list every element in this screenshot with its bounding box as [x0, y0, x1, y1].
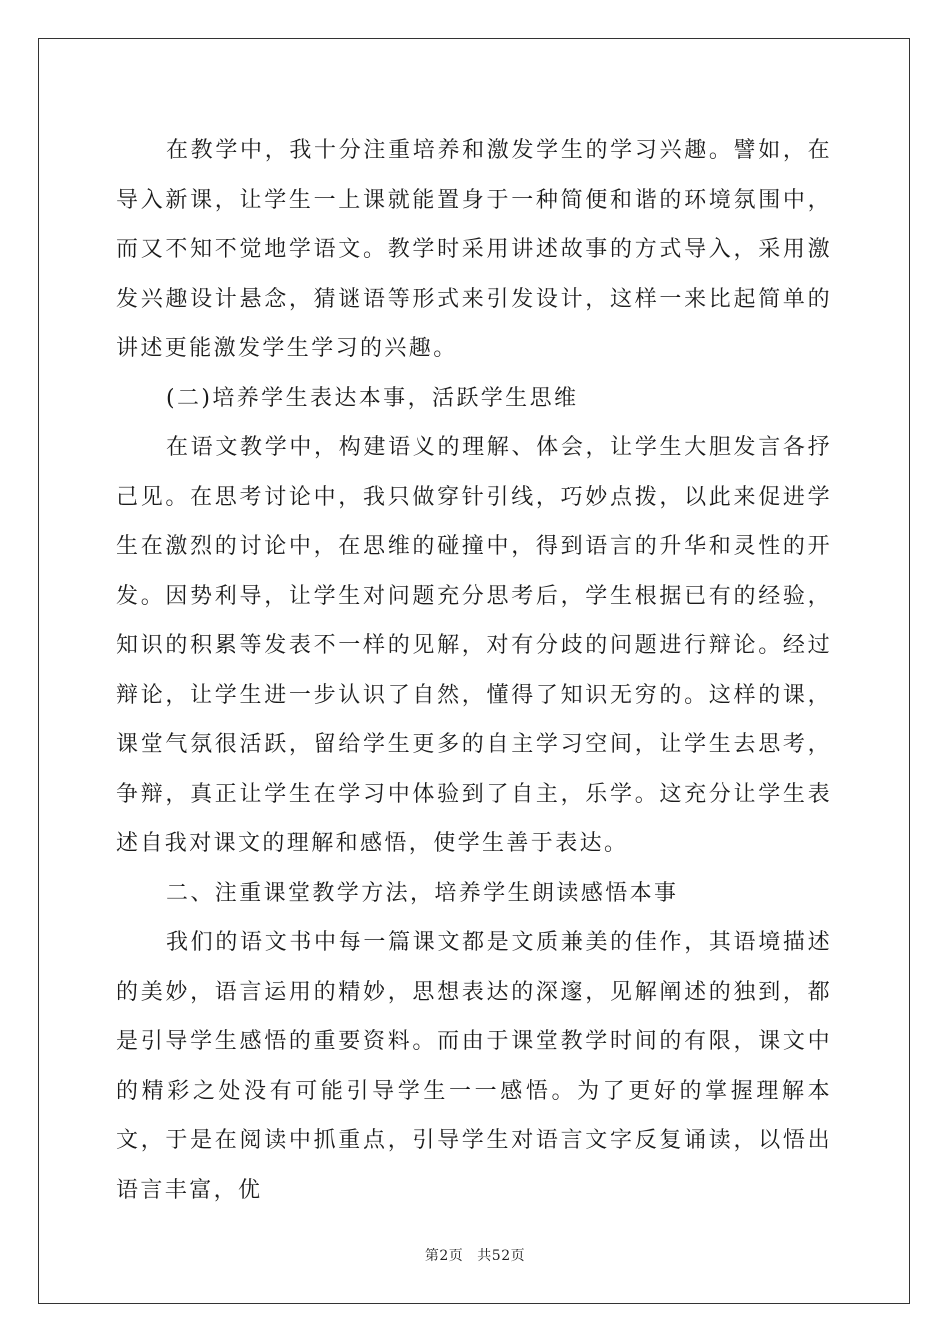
section-heading-expression: (二)培养学生表达本事，活跃学生思维 [166, 385, 579, 411]
current-page-number: 第2页 [424, 1248, 464, 1264]
paragraph-interest: 在教学中，我十分注重培养和激发学生的学习兴趣。譬如，在导入新课，让学生一上课就能置身于一种简便和谐的环境氛围中，而又不知不觉地学语文。教学时采用讲述故事的方式导入，采用激发兴趣设计悬念，猜谜语等形式来引发设计，这样一来比起简单的讲述更能激发学生学习的兴趣。 [116, 138, 832, 361]
paragraph-reading: 我们的语文书中每一篇课文都是文质兼美的佳作，其语境描述的美妙，语言运用的精妙，思想表达的深邃，见解阐述的独到，都是引导学生感悟的重要资料。而由于课堂教学时间的有限，课文中的精彩之处没有可能引导学生一一感悟。为了更好的掌握理解本文，于是在阅读中抓重点，引导学生对语言文字反复诵读，以悟出语言丰富，优 [116, 930, 832, 1203]
total-page-count: 共52页 [477, 1248, 526, 1264]
section-heading-reading: 二、注重课堂教学方法，培养学生朗读感悟本事 [166, 880, 679, 906]
paragraph-discussion: 在语文教学中，构建语义的理解、体会，让学生大胆发言各抒己见。在思考讨论中，我只做穿针引线，巧妙点拨，以此来促进学生在激烈的讨论中，在思维的碰撞中，得到语言的升华和灵性的开发。因势利导，让学生对问题充分思考后，学生根据已有的经验，知识的积累等发表不一样的见解，对有分歧的问题进行辩论。经过辩论，让学生进一步认识了自然，懂得了知识无穷的。这样的课，课堂气氛很活跃，留给学生更多的自主学习空间，让学生去思考，争辩，真正让学生在学习中体验到了自主，乐学。这充分让学生表述自我对课文的理解和感悟，使学生善于表达。 [116, 435, 832, 856]
page-footer [0, 1245, 950, 1265]
document-body [116, 126, 832, 1215]
